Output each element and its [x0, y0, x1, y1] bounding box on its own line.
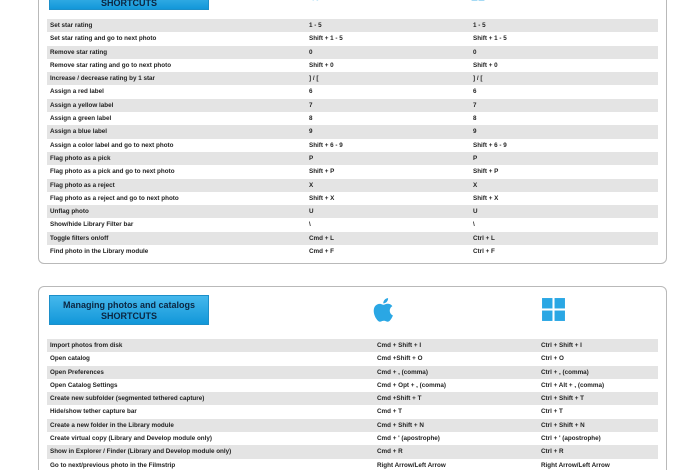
- shortcut-action: Create a new folder in the Library module: [50, 421, 174, 429]
- table-row: [47, 32, 658, 45]
- table-row: [47, 366, 658, 379]
- shortcut-action: Remove star rating and go to next photo: [50, 61, 172, 69]
- shortcuts-panel-catalogs: [38, 286, 667, 470]
- shortcut-action: Create virtual copy (Library and Develop module only): [50, 435, 213, 443]
- table-row: [47, 245, 658, 258]
- mac-shortcut: U: [309, 208, 314, 216]
- table-row: [47, 218, 658, 231]
- table-row: [47, 205, 658, 218]
- table-row: [47, 392, 658, 405]
- table-row: [47, 459, 658, 470]
- table-row: [47, 232, 658, 245]
- shortcut-action: Assign a green label: [50, 115, 112, 123]
- mac-shortcut: 8: [309, 115, 313, 123]
- shortcut-table: [47, 19, 658, 258]
- apple-icon: [309, 0, 323, 6]
- windows-shortcut: Ctrl + F: [473, 248, 495, 256]
- windows-shortcut: 1 - 5: [473, 22, 486, 29]
- mac-shortcut: Cmd + Shift + N: [377, 421, 424, 429]
- windows-shortcut: \: [473, 221, 475, 229]
- table-row: [47, 192, 658, 205]
- apple-icon: [372, 296, 398, 329]
- section-title-line1: Managing photos and catalogs: [62, 300, 195, 310]
- mac-shortcut: 1 - 5: [309, 22, 322, 29]
- table-row: [47, 85, 658, 98]
- mac-shortcut: Cmd + T: [377, 408, 403, 416]
- windows-shortcut: Shift + P: [473, 168, 499, 176]
- windows-shortcut: Shift + 6 - 9: [473, 141, 507, 149]
- mac-shortcut: ] / [: [309, 75, 319, 83]
- panel-header: [39, 0, 666, 13]
- table-row: [47, 152, 658, 165]
- shortcut-action: Go to next/previous photo in the Filmstrip: [50, 461, 176, 469]
- section-title-line2: SHORTCUTS: [101, 311, 157, 321]
- windows-shortcut: 9: [473, 128, 477, 136]
- table-row: [47, 165, 658, 178]
- table-row: [47, 432, 658, 445]
- table-row: [47, 139, 658, 152]
- windows-shortcut: P: [473, 154, 478, 162]
- windows-icon: [471, 0, 485, 6]
- shortcut-action: Assign a blue label: [50, 128, 108, 136]
- mac-shortcut: 7: [309, 101, 313, 109]
- shortcut-action: Flag photo as a reject: [50, 181, 115, 189]
- mac-shortcut: Cmd + ' (apostrophe): [377, 435, 440, 443]
- shortcut-action: Open Catalog Settings: [50, 381, 118, 389]
- windows-shortcut: 8: [473, 115, 477, 123]
- table-row: [47, 339, 658, 352]
- shortcut-action: Set star rating and go to next photo: [50, 35, 157, 43]
- shortcut-action: Assign a red label: [50, 88, 104, 96]
- mac-shortcut: Shift + 0: [309, 61, 334, 69]
- mac-shortcut: Cmd + , (comma): [377, 368, 428, 376]
- table-row: [47, 379, 658, 392]
- section-title-line2: SHORTCUTS: [101, 0, 157, 8]
- mac-shortcut: 0: [309, 48, 313, 56]
- mac-shortcut: \: [309, 221, 311, 229]
- windows-shortcut: 6: [473, 88, 477, 96]
- mac-shortcut: Cmd +Shift + T: [377, 395, 422, 403]
- windows-shortcut: Shift + 0: [473, 61, 498, 69]
- shortcut-action: Open Preferences: [50, 368, 104, 376]
- shortcut-action: Create new subfolder (segmented tethered capture): [50, 395, 205, 403]
- section-title-tab: [49, 0, 209, 10]
- windows-shortcut: 7: [473, 101, 477, 109]
- shortcut-table: [47, 339, 658, 470]
- windows-shortcut: Ctrl + Shift + I: [541, 342, 582, 349]
- mac-shortcut: Cmd + L: [309, 234, 335, 242]
- shortcut-action: Flag photo as a pick: [50, 154, 111, 162]
- windows-shortcut: Ctrl + Alt + , (comma): [541, 381, 605, 389]
- table-row: [47, 179, 658, 192]
- windows-shortcut: Shift + X: [473, 194, 499, 202]
- shortcut-action: Find photo in the Library module: [50, 248, 149, 256]
- mac-shortcut: 6: [309, 88, 313, 96]
- windows-shortcut: Ctrl + Shift + N: [541, 421, 585, 429]
- table-row: [47, 46, 658, 59]
- windows-shortcut: Ctrl + O: [541, 355, 564, 363]
- shortcut-action: Flag photo as a reject and go to next photo: [50, 194, 179, 202]
- mac-shortcut: Right Arrow/Left Arrow: [377, 461, 446, 469]
- shortcut-action: Unflag photo: [50, 208, 89, 216]
- windows-shortcut: Ctrl + R: [541, 448, 564, 456]
- windows-shortcut: Right Arrow/Left Arrow: [541, 461, 610, 469]
- mac-shortcut: Shift + X: [309, 194, 335, 202]
- windows-shortcut: Ctrl + L: [473, 234, 495, 242]
- mac-shortcut: Cmd + F: [309, 248, 335, 256]
- table-row: [47, 99, 658, 112]
- shortcut-action: Assign a yellow label: [50, 101, 114, 109]
- shortcut-action: Increase / decrease rating by 1 star: [50, 75, 156, 83]
- mac-shortcut: 9: [309, 128, 313, 136]
- windows-shortcut: Ctrl + ' (apostrophe): [541, 435, 601, 443]
- table-row: [47, 72, 658, 85]
- shortcut-action: Import photos from disk: [50, 342, 123, 349]
- shortcut-action: Flag photo as a pick and go to next photo: [50, 168, 175, 176]
- shortcuts-panel-rating: [38, 0, 667, 264]
- windows-shortcut: U: [473, 208, 478, 216]
- table-row: [47, 59, 658, 72]
- mac-shortcut: Cmd + Shift + I: [377, 342, 422, 349]
- mac-shortcut: Shift + P: [309, 168, 335, 176]
- table-row: [47, 419, 658, 432]
- mac-shortcut: Cmd + R: [377, 448, 403, 456]
- windows-icon: [541, 297, 566, 327]
- table-row: [47, 125, 658, 138]
- shortcut-action: Hide/show tether capture bar: [50, 408, 137, 416]
- windows-shortcut: X: [473, 181, 478, 189]
- table-row: [47, 405, 658, 418]
- windows-shortcut: 0: [473, 48, 477, 56]
- shortcut-action: Set star rating: [50, 22, 93, 29]
- shortcut-action: Remove star rating: [50, 48, 108, 56]
- shortcut-action: Show/hide Library Filter bar: [50, 221, 134, 229]
- table-row: [47, 445, 658, 458]
- windows-shortcut: Ctrl + , (comma): [541, 368, 589, 376]
- windows-shortcut: Ctrl + T: [541, 408, 563, 416]
- panel-header: [39, 287, 666, 331]
- windows-shortcut: Shift + 1 - 5: [473, 35, 507, 43]
- table-row: [47, 352, 658, 365]
- mac-shortcut: Cmd +Shift + O: [377, 355, 423, 363]
- table-row: [47, 19, 658, 32]
- windows-shortcut: ] / [: [473, 75, 483, 83]
- mac-shortcut: Shift + 1 - 5: [309, 35, 343, 43]
- mac-shortcut: P: [309, 154, 314, 162]
- section-title-tab: [49, 295, 209, 325]
- table-row: [47, 112, 658, 125]
- shortcut-action: Open catalog: [50, 355, 90, 363]
- shortcut-action: Show in Explorer / Finder (Library and Develop module only): [50, 448, 232, 456]
- mac-shortcut: Shift + 6 - 9: [309, 141, 343, 149]
- windows-shortcut: Ctrl + Shift + T: [541, 395, 585, 403]
- mac-shortcut: Cmd + Opt + , (comma): [377, 381, 446, 389]
- shortcut-action: Assign a color label and go to next photo: [50, 141, 174, 149]
- shortcut-action: Toggle filters on/off: [50, 234, 109, 242]
- mac-shortcut: X: [309, 181, 314, 189]
